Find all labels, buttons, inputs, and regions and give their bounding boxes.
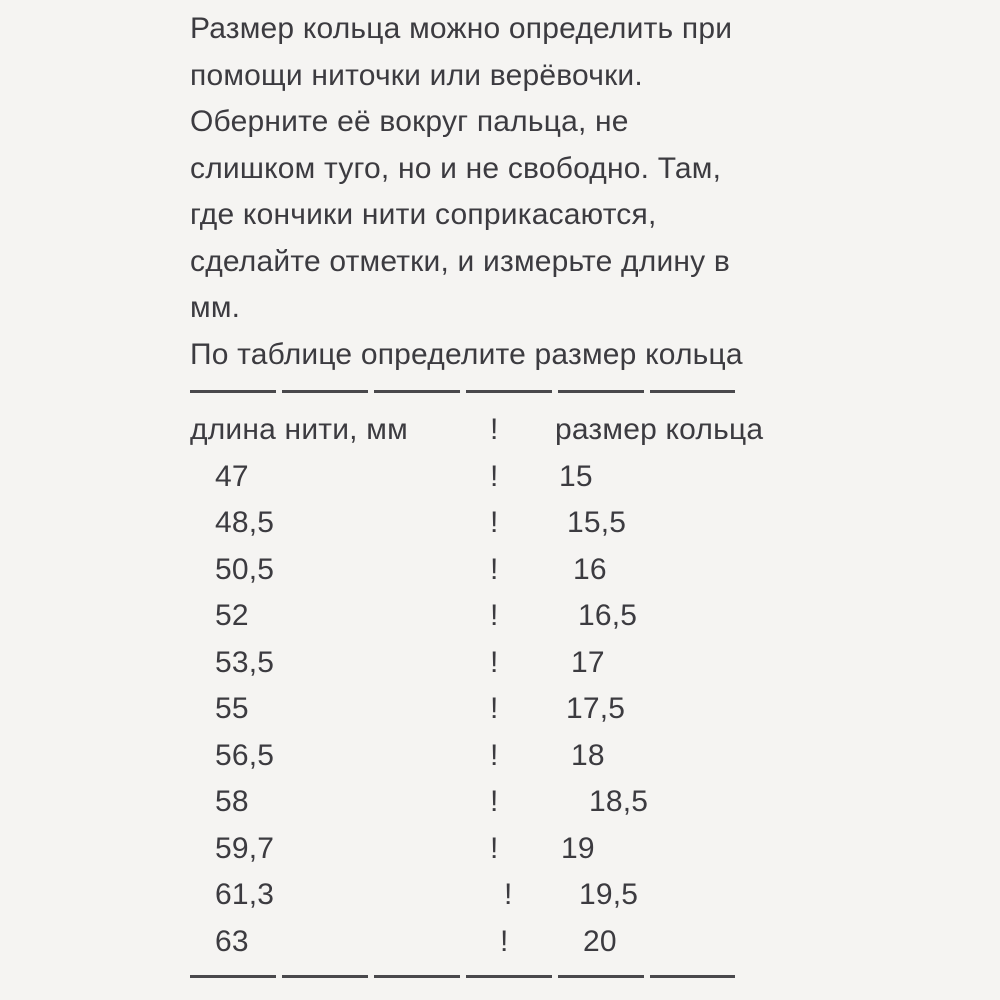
table-row xyxy=(190,640,940,687)
table-row xyxy=(190,593,940,640)
ring-size-value: 17,5 xyxy=(566,692,626,725)
column-separator: ! xyxy=(490,413,499,446)
table-row xyxy=(190,547,940,594)
column-separator: ! xyxy=(490,738,499,772)
divider-line-top xyxy=(190,390,735,393)
thread-length-value: 61,3 xyxy=(215,878,275,911)
thread-length-value: 48,5 xyxy=(215,506,275,539)
column-separator: ! xyxy=(490,599,499,632)
table-row xyxy=(190,454,940,501)
column-separator: ! xyxy=(504,878,513,911)
column-separator: ! xyxy=(490,459,499,493)
ring-size-value: 15 xyxy=(559,459,593,493)
intro-line: Оберните её вокруг пальца, не xyxy=(190,105,629,138)
intro-line: где кончики нити соприкасаются, xyxy=(190,198,657,231)
intro-line: мм. xyxy=(190,291,241,324)
intro-line: слишком туго, но и не свободно. Там, xyxy=(190,151,722,185)
table-header-row xyxy=(190,407,940,454)
thread-length-value: 59,7 xyxy=(215,831,275,865)
table-row xyxy=(190,733,940,780)
table-row xyxy=(190,826,940,873)
column-separator: ! xyxy=(490,552,499,586)
ring-size-value: 18,5 xyxy=(589,785,649,818)
column-separator: ! xyxy=(490,692,499,725)
thread-length-value: 58 xyxy=(215,785,249,818)
ring-size-value: 18 xyxy=(571,738,605,772)
thread-length-value: 63 xyxy=(215,924,249,958)
instructions-paragraph xyxy=(190,6,940,378)
ring-size-column-header: размер кольца xyxy=(555,413,764,446)
ring-size-value: 19,5 xyxy=(579,878,639,911)
ring-size-value: 15,5 xyxy=(567,506,627,539)
divider-line-bottom xyxy=(190,975,735,978)
thread-length-value: 56,5 xyxy=(215,738,275,772)
thread-length-value: 50,5 xyxy=(215,552,275,586)
ring-size-value: 16,5 xyxy=(578,599,638,632)
ring-size-value: 17 xyxy=(571,645,605,679)
column-separator: ! xyxy=(490,506,499,539)
ring-size-value: 16 xyxy=(573,552,607,586)
thread-length-column-header: длина нити, мм xyxy=(190,413,408,446)
intro-line: помощи ниточки или верёвочки. xyxy=(190,58,643,92)
table-row xyxy=(190,686,940,733)
ring-size-value: 19 xyxy=(561,831,595,865)
thread-length-value: 52 xyxy=(215,599,249,632)
column-separator: ! xyxy=(490,645,499,679)
thread-length-value: 53,5 xyxy=(215,645,275,679)
table-row xyxy=(190,500,940,547)
table-row xyxy=(190,779,940,826)
column-separator: ! xyxy=(500,924,509,958)
table-body xyxy=(190,454,940,966)
intro-line: Размер кольца можно определить при xyxy=(190,12,733,45)
column-separator: ! xyxy=(490,785,499,818)
column-separator: ! xyxy=(490,831,499,865)
thread-length-value: 55 xyxy=(215,692,249,725)
intro-line: сделайте отметки, и измерьте длину в xyxy=(190,244,731,278)
ring-size-value: 20 xyxy=(583,924,617,958)
intro-line: По таблице определите размер кольца xyxy=(190,337,743,371)
ring-size-table xyxy=(190,407,940,965)
table-row xyxy=(190,872,940,919)
thread-length-value: 47 xyxy=(215,459,249,493)
table-row xyxy=(190,919,940,966)
